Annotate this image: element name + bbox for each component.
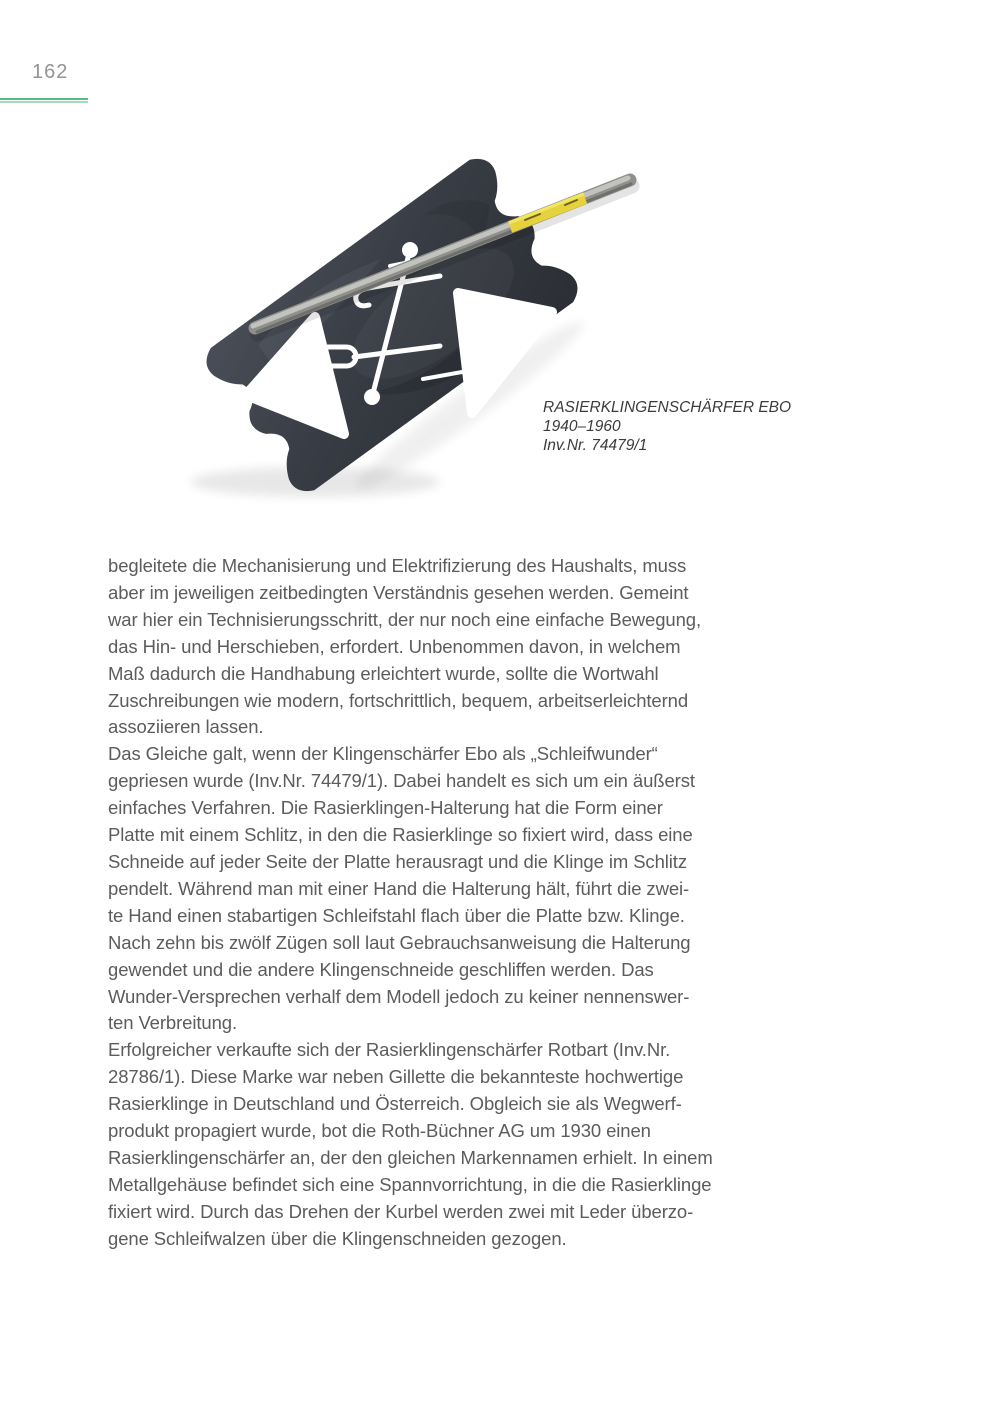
text-line: Wunder-Versprechen verhalf dem Modell jedoch zu keiner nennenswer- [108,985,690,1007]
text-line: war hier ein Technisierungsschritt, der nur noch eine einfache Bewegung, [108,608,702,630]
caption-title: RASIERKLINGENSCHÄRFER EBO [543,399,792,416]
text-line: gepriesen wurde (Inv.Nr. 74479/1). Dabei handelt es sich um ein äußerst [108,770,695,792]
paragraph [108,741,808,1037]
text-line: gewendet und die andere Klingenschneide geschliffen werden. Das [108,958,654,980]
text-line: Platte mit einem Schlitz, in den die Rasierklinge so fixiert wird, dass eine [108,824,693,846]
page-number: 162 [32,61,69,83]
paragraph [108,553,808,741]
text-line: ten Verbreitung. [108,1012,238,1034]
text-line: Metallgehäuse befindet sich eine Spannvorrichtung, in die die Rasierklinge [108,1173,712,1195]
text-line: Maß dadurch die Handhabung erleichtert wurde, sollte die Wortwahl [108,662,659,684]
text-line: 28786/1). Diese Marke war neben Gillette die bekannteste hochwertige [108,1066,684,1088]
text-line: pendelt. Während man mit einer Hand die Halterung hält, führt die zwei- [108,877,690,899]
text-line: gene Schleifwalzen über die Klingenschneiden gezogen. [108,1227,567,1249]
text-line: Rasierklingenschärfer an, der den gleichen Markennamen erhielt. In einem [108,1146,713,1168]
text-line: begleitete die Mechanisierung und Elektrifizierung des Haushalts, muss [108,555,687,576]
text-line: assoziieren lassen. [108,716,264,738]
text-line: Rasierklinge in Deutschland und Österreich. Obgleich sie als Wegwerf- [108,1093,682,1115]
green-rule [0,98,88,103]
figure-caption [543,398,791,455]
text-line: aber im jeweiligen zeitbedingten Verständnis gesehen werden. Gemeint [108,581,689,603]
text-line: einfaches Verfahren. Die Rasierklingen-Halterung hat die Form einer [108,797,663,819]
text-line: te Hand einen stabartigen Schleifstahl flach über die Platte bzw. Klinge. [108,904,685,926]
body-text [108,553,808,1253]
text-line: Erfolgreicher verkaufte sich der Rasierklingenschärfer Rotbart (Inv.Nr. [108,1039,671,1061]
text-line: produkt propagiert wurde, bot die Roth-Büchner AG um 1930 einen [108,1120,651,1142]
text-line: Nach zehn bis zwölf Zügen soll laut Gebrauchsanweisung die Halterung [108,931,691,953]
text-line: das Hin- und Herschieben, erfordert. Unbenommen davon, in welchem [108,635,681,657]
caption-inventory: Inv.Nr. 74479/1 [543,437,648,454]
paragraph [108,1037,808,1252]
caption-years: 1940–1960 [543,418,621,435]
text-line: Zuschreibungen wie modern, fortschrittlich, bequem, arbeitserleichternd [108,689,689,711]
text-line: Schneide auf jeder Seite der Platte herausragt und die Klinge im Schlitz [108,850,687,872]
text-line: Das Gleiche galt, wenn der Klingenschärfer Ebo als „Schleifwunder“ [108,743,658,765]
text-line: fixiert wird. Durch das Drehen der Kurbel werden zwei mit Leder überzo- [108,1200,694,1222]
